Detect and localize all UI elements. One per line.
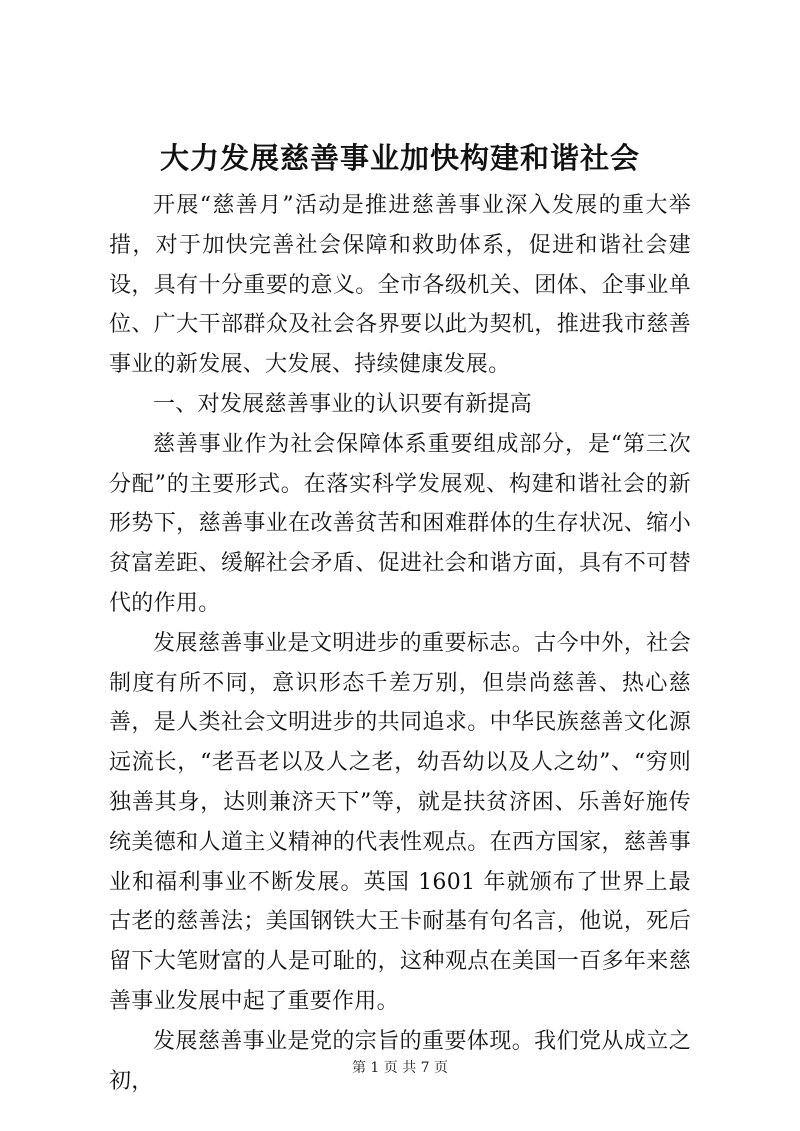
page-number-footer: 第 1 页 共 7 页 (351, 1060, 449, 1076)
paragraph-civilization: 发展慈善事业是文明进步的重要标志。古今中外，社会制度有所不同，意识形态千差万别，但崇尚慈善、热心慈善，是人类社会文明进步的共同追求。中华民族慈善文化源远流长，“老吾老以及人之老，幼吾幼以及人之幼”、“穷则独善其身，达则兼济天下”等，就是扶贫济困、乐善好施传统美德和人道主义精神的代表性观点。在西方国家，慈善事业和福利事业不断发展。英国 1601 年就颁布了世界上最古老的慈善法；美国钢铁大王卡耐基有句名言，他说，死后留下大笔财富的人是可耻的，这种观点在美国一百多年来慈善事业发展中起了重要作用。 (109, 630, 691, 1014)
paragraph-party-purpose: 发展慈善事业是党的宗旨的重要体现。我们党从成立之初， (109, 1028, 691, 1094)
paragraph-social-security: 慈善事业作为社会保障体系重要组成部分，是“第三次分配”的主要形式。在落实科学发展观、构建和谐社会的新形势下，慈善事业在改善贫苦和困难群体的生存状况、缩小贫富差距、缓解社会矛盾、促进社会和谐方面，具有不可替代的作用。 (109, 431, 691, 616)
document-title: 大力发展慈善事业加快构建和谐社会 (159, 141, 640, 175)
section-heading-1: 一、对发展慈善事业的认识要有新提高 (153, 391, 533, 417)
paragraph-intro: 开展“慈善月”活动是推进慈善事业深入发展的重大举措，对于加快完善社会保障和救助体系，促进和谐社会建设，具有十分重要的意义。全市各级机关、团体、企事业单位、广大干部群众及社会各界要以此为契机，推进我市慈善事业的新发展、大发展、持续健康发展。 (109, 193, 691, 378)
document-body (109, 186, 691, 1101)
